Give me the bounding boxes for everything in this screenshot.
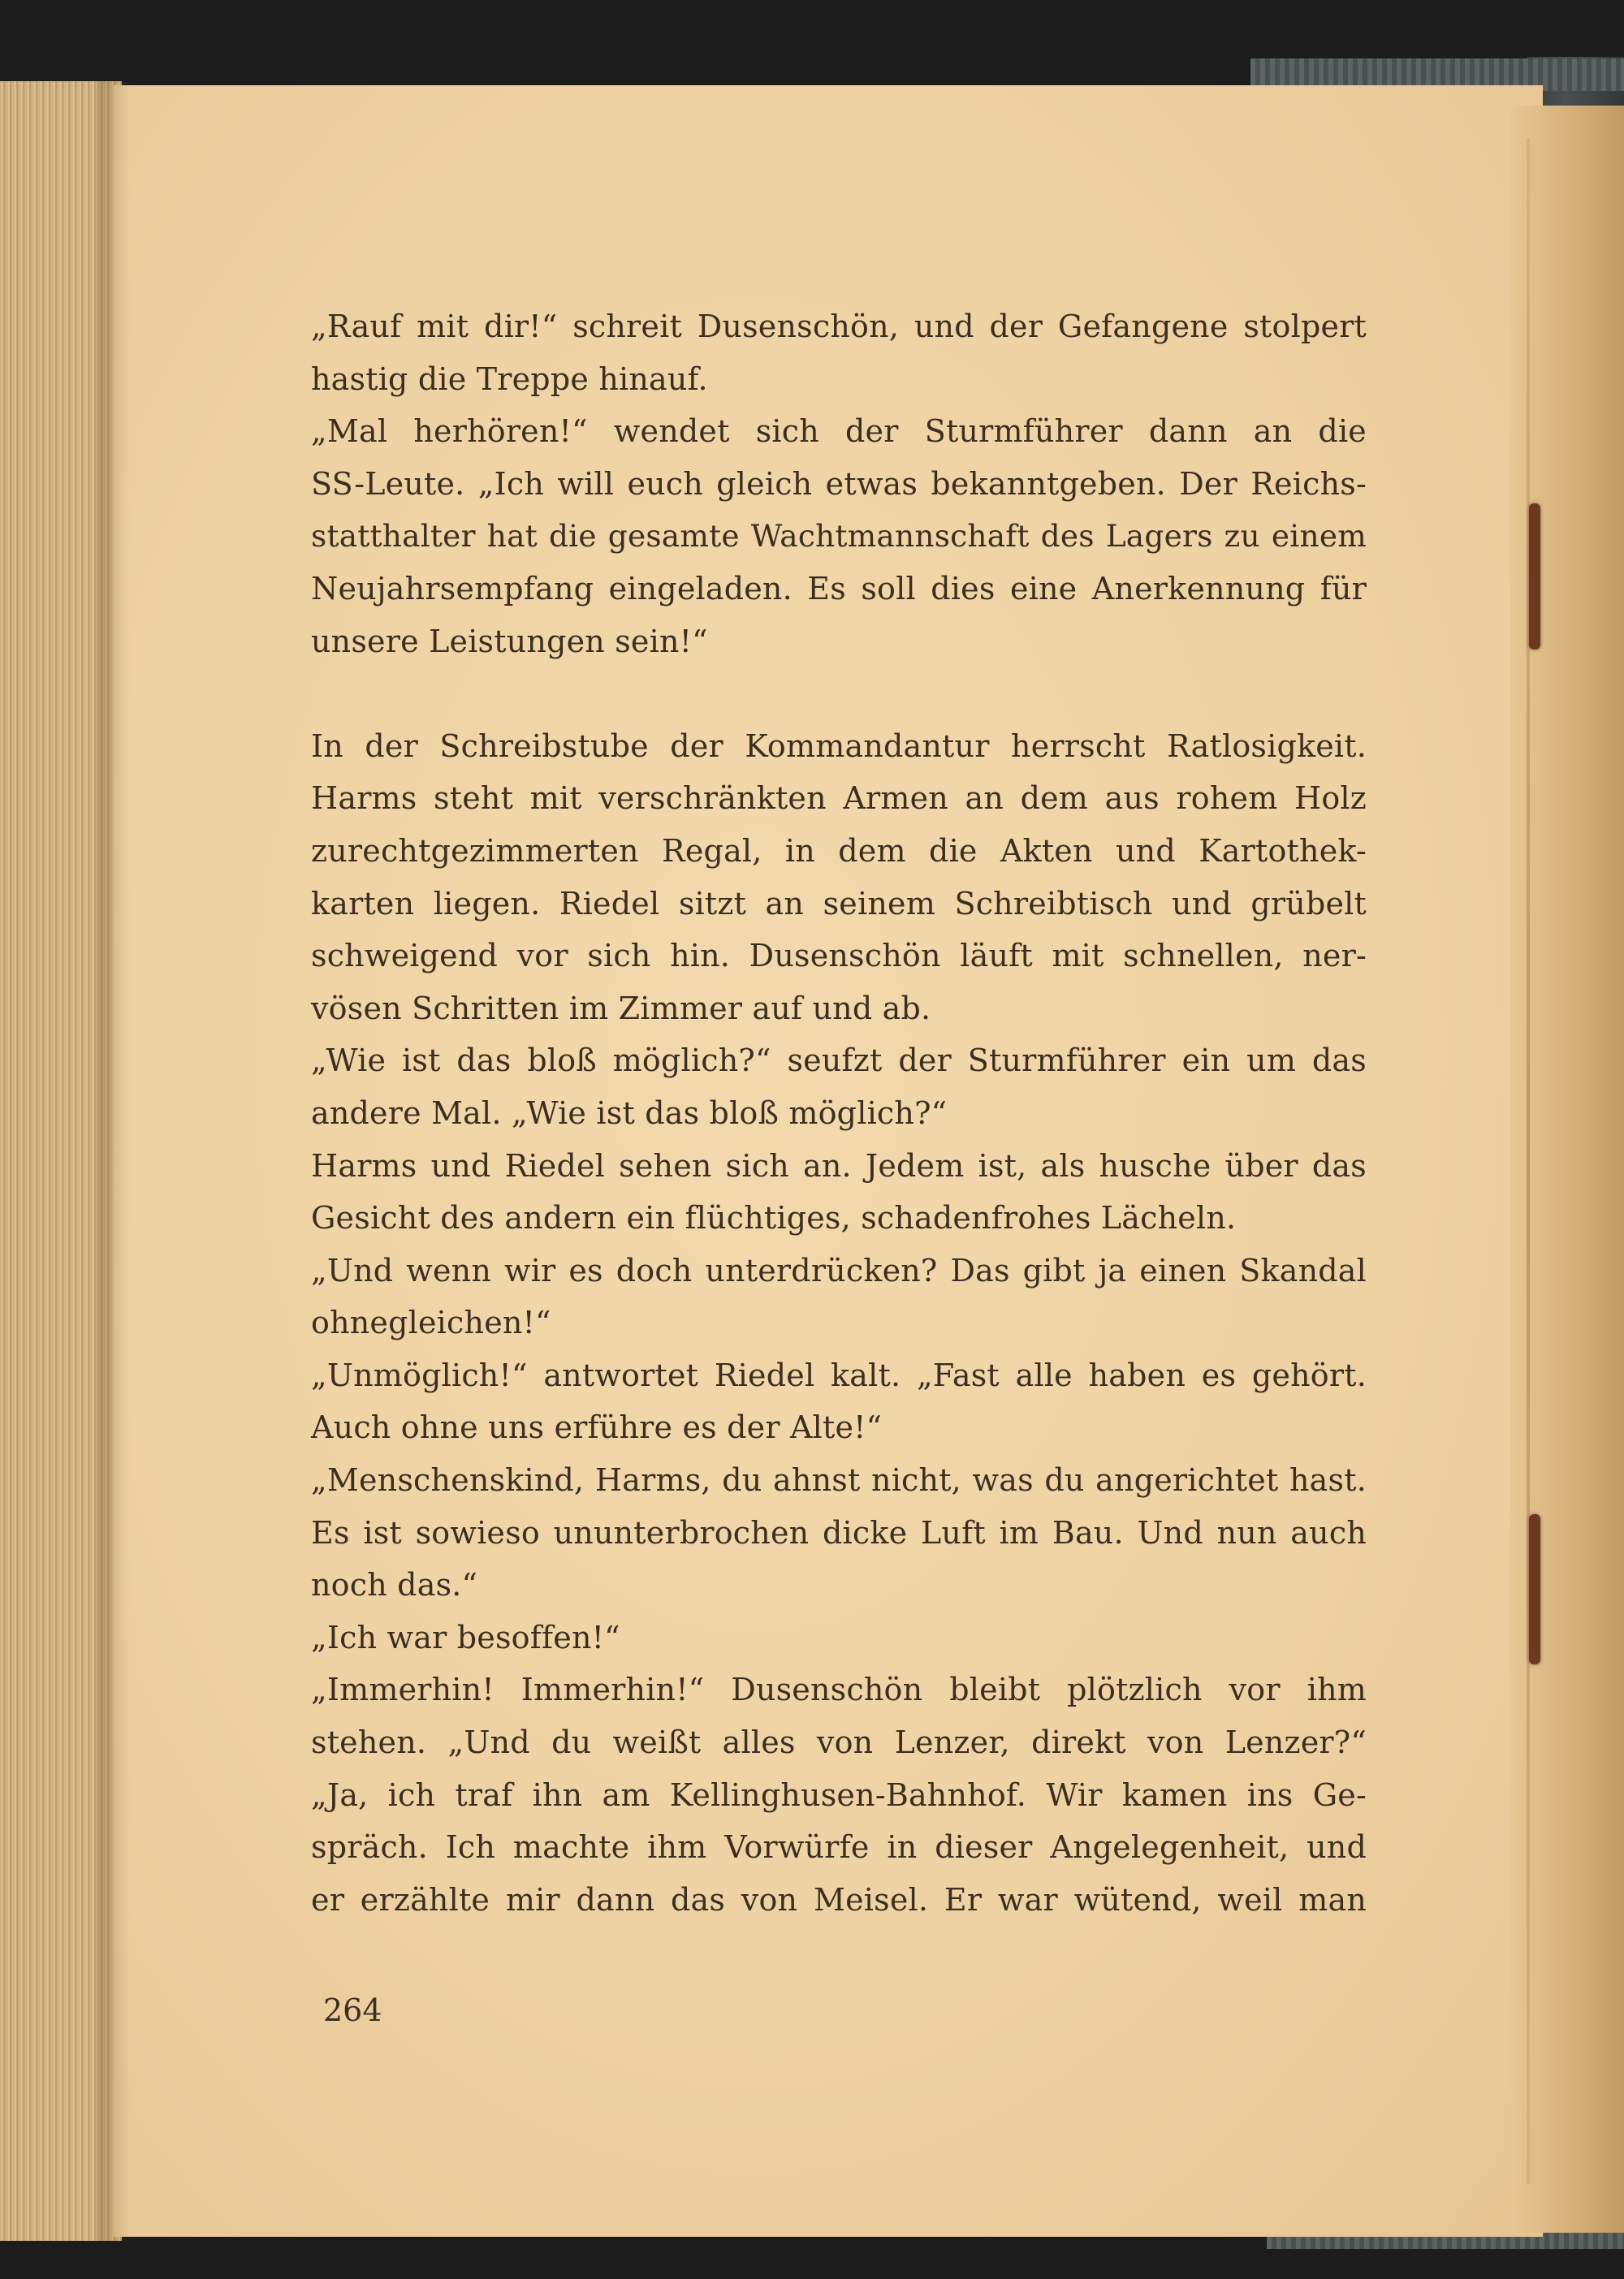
text-line: In der Schreibstube der Kommandantur herrscht Ratlosigkeit.: [311, 727, 1367, 764]
text-line: Harms steht mit verschränkten Armen an dem aus rohem Holz: [311, 780, 1367, 817]
text-line: Auch ohne uns erführe es der Alte!“: [311, 1409, 883, 1446]
text-line: Es ist sowieso ununterbrochen dicke Luft im Bau. Und nun auch: [311, 1514, 1367, 1551]
text-line: „Ja, ich traf ihn am Kellinghusen-Bahnhof. Wir kamen ins Ge-: [311, 1776, 1367, 1813]
text-line: „Immerhin! Immerhin!“ Dusenschön bleibt plötzlich vor ihm: [311, 1672, 1367, 1708]
text-line: „Menschenskind, Harms, du ahnst nicht, was du angerichtet hast.: [311, 1462, 1367, 1499]
binding-tape-upper: [1529, 503, 1540, 650]
paragraph-gap: [311, 667, 1367, 720]
text-line: zurechtgezimmerten Regal, in dem die Akten und Kartothek-: [311, 832, 1367, 869]
binding-tape-lower: [1529, 1514, 1540, 1664]
page-body-text: [311, 300, 1367, 1926]
text-line: SS-Leute. „Ich will euch gleich etwas bekanntgeben. Der Reichs-: [311, 465, 1367, 502]
text-line: unsere Leistungen sein!“: [311, 623, 708, 659]
gutter-line: [1527, 138, 1530, 2184]
text-line: „Und wenn wir es doch unterdrücken? Das gibt ja einen Skandal: [311, 1252, 1367, 1288]
text-line: „Rauf mit dir!“ schreit Dusenschön, und der Gefangene stolpert: [311, 309, 1367, 344]
text-line: noch das.“: [311, 1567, 478, 1604]
text-line: spräch. Ich machte ihm Vorwürfe in dieser Angelegenheit, und: [311, 1829, 1367, 1866]
text-line: schweigend vor sich hin. Dusenschön läuft mit schnellen, ner-: [311, 938, 1367, 974]
text-line: „Ich war besoffen!“: [311, 1619, 620, 1655]
text-line: „Wie ist das bloß möglich?“ seufzt der Sturmführer ein um das: [311, 1042, 1367, 1079]
text-line: Gesicht des andern ein flüchtiges, schadenfrohes Lächeln.: [311, 1200, 1237, 1237]
text-line: ohnegleichen!“: [311, 1305, 551, 1341]
text-line: „Mal herhören!“ wendet sich der Sturmführer dann an die: [311, 413, 1367, 450]
text-line: Neujahrsempfang eingeladen. Es soll dies eine Anerkennung für: [311, 570, 1367, 606]
text-line: karten liegen. Riedel sitzt an seinem Schreibtisch und grübelt: [311, 885, 1367, 922]
text-line: vösen Schritten im Zimmer auf und ab.: [311, 990, 931, 1026]
page-number: 264: [323, 1992, 382, 2028]
text-line: hastig die Treppe hinauf.: [311, 360, 708, 397]
text-line: andere Mal. „Wie ist das bloß möglich?“: [311, 1094, 948, 1131]
text-line: er erzählte mir dann das von Meisel. Er war wütend, weil man: [311, 1881, 1367, 1918]
text-line: „Unmöglich!“ antwortet Riedel kalt. „Fast alle haben es gehört.: [311, 1357, 1367, 1393]
text-line: stehen. „Und du weißt alles von Lenzer, direkt von Lenzer?“: [311, 1724, 1367, 1761]
text-line: Harms und Riedel sehen sich an. Jedem ist, als husche über das: [311, 1147, 1367, 1184]
page-stack-shadow: [97, 81, 130, 2241]
text-line: statthalter hat die gesamte Wachtmannschaft des Lagers zu einem: [311, 518, 1367, 555]
